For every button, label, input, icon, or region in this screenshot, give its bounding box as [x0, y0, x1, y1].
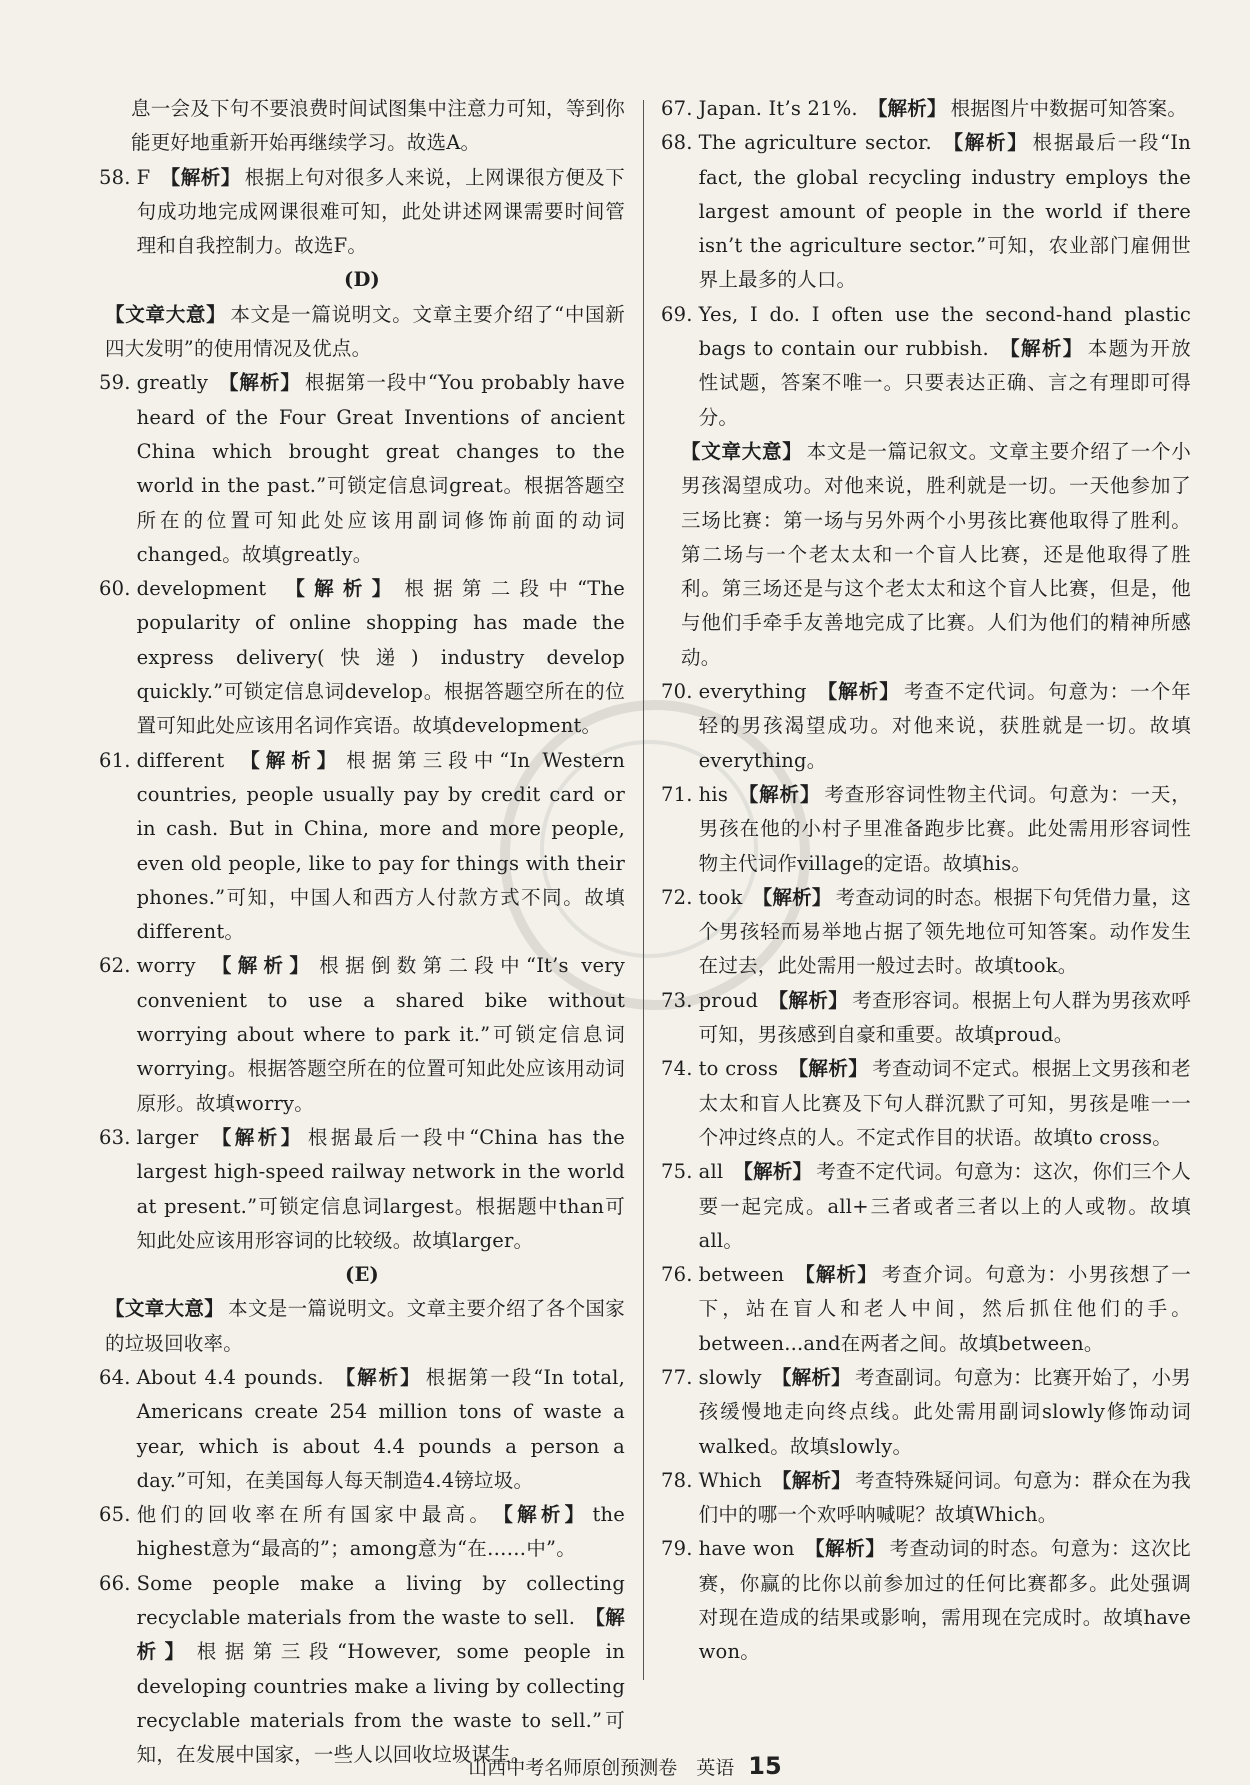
analysis-text: 考查形容词。根据上句人群为男孩欢呼可知，男孩感到自豪和重要。故填proud。 [698, 988, 1191, 1047]
answer-text: Which [698, 1468, 762, 1492]
analysis-text: 根据第三段“However, some people in developing countries make a living by collecting recyclable materials from the waste to sell.”可知，在发展中国家，一些人以回收垃圾谋生。 [136, 1640, 625, 1767]
answer-text: About 4.4 pounds. [136, 1365, 324, 1389]
answer-text: have won [698, 1537, 795, 1561]
analysis-text: 考查动词不定式。根据上文男孩和老太太和盲人比赛及下句人群沉默了可知，男孩是唯一一个冲过终点的人。不定式作目的状语。故填to cross。 [698, 1057, 1191, 1149]
answer-text: Yes, I do. I often use the second-hand plastic bags to contain our rubbish. [698, 302, 1191, 361]
question-number: 60. [99, 577, 131, 601]
answer-text: worry [136, 954, 196, 978]
question-number: 68. [661, 131, 693, 155]
question-number: 63. [99, 1125, 131, 1149]
analysis-text: 考查特殊疑问词。句意为：群众在为我们中的哪一个欢呼呐喊呢？故填Which。 [698, 1468, 1191, 1527]
analysis-text: 本题为开放性试题，答案不唯一。只要表达正确、言之有理即可得分。 [698, 337, 1191, 429]
footer-title: 山西中考名师原创预测卷 英语 [468, 1757, 735, 1779]
analysis-text: 根据倒数第二段中“It’s very convenient to use a shared bike without worrying about where to park it.”可锁定信息词worrying。根据答题空所在的位置可知此处应该用动词原形。故填worry。 [136, 954, 625, 1115]
analysis-text: 考查形容词性物主代词。句意为：一天，男孩在他的小村子里准备跑步比赛。此处需用形容词性物主代词作village的定语。故填his。 [698, 782, 1191, 875]
analysis-tag: 【解析】 [771, 1468, 852, 1492]
analysis-text: 根据上句对很多人来说，上网课很方便及下句成功地完成网课很难可知，此处讲述网课需要时间管理和自我控制力。故选F。 [136, 165, 625, 258]
answer-item-69 [661, 298, 1191, 435]
question-number: 76. [661, 1263, 693, 1287]
article-summary-d [99, 298, 625, 367]
analysis-text: 根据第二段中“The popularity of online shopping has made the express delivery(快递) industry develop quickly.”可锁定信息词develop。根据答题空所在的位置可知此处应该用名词作宾语。故填development。 [136, 577, 625, 738]
answer-text: F [136, 165, 151, 189]
analysis-text: 根据最后一段“In fact, the global recycling industry employs the largest amount of people in the world if there isn’t the agriculture sector.”可知，农业部门雇佣世界上最多的人口。 [698, 131, 1191, 292]
summary-tag: 【文章大意】 [105, 302, 227, 326]
section-heading-d: (D) [344, 268, 380, 292]
answer-text: took [698, 885, 743, 909]
analysis-tag: 【解析】 [752, 885, 832, 909]
analysis-text: the highest意为“最高的”；among意为“在……中”。 [136, 1503, 625, 1561]
analysis-text: 考查不定代词。句意为：一个年轻的男孩渴望成功。对他来说，获胜就是一切。故填everything。 [698, 680, 1191, 772]
answer-text: Some people make a living by collecting recyclable materials from the waste to sell. [136, 1571, 625, 1630]
analysis-tag: 【解析】 [503, 1503, 589, 1527]
answer-item-79 [661, 1532, 1191, 1669]
right-column [661, 92, 1191, 1670]
answer-text: 他们的回收率在所有国家中最高。 [136, 1503, 494, 1527]
analysis-tag: 【解析】 [771, 1365, 851, 1389]
summary-text: 本文是一篇说明文。文章主要介绍了各个国家的垃圾回收率。 [105, 1297, 625, 1355]
section-heading-e: (E) [345, 1263, 379, 1287]
question-number: 66. [99, 1571, 131, 1595]
analysis-tag: 【解析】 [733, 1160, 813, 1184]
question-number: 79. [661, 1537, 693, 1561]
question-number: 58. [99, 165, 131, 189]
analysis-tag: 【解析】 [867, 97, 947, 120]
left-column [99, 92, 625, 1773]
summary-tag: 【文章大意】 [681, 439, 803, 463]
column-divider [643, 100, 644, 1680]
question-number: 61. [99, 748, 131, 772]
answer-item-78 [661, 1464, 1191, 1533]
answer-item-74 [661, 1052, 1191, 1155]
analysis-text: 根据图片中数据可知答案。 [950, 97, 1188, 120]
summary-text: 本文是一篇记叙文。文章主要介绍了一个小男孩渴望成功。对他来说，胜利就是一切。一天他参加了三场比赛：第一场与另外两个小男孩比赛他取得了胜利。第二场与一个老太太和一个盲人比赛，还是他取得了胜利。第三场还是与这个老太太和这个盲人比赛，但是，他与他们手牵手友善地完成了比赛。人们为他们的精神所感动。 [681, 439, 1191, 669]
answer-item-76 [661, 1258, 1191, 1361]
answer-item-66 [99, 1567, 625, 1773]
answer-item-67 [661, 92, 1191, 126]
answer-item-60 [99, 572, 625, 743]
analysis-text: 考查动词的时态。根据下句凭借力量，这个男孩轻而易举地占据了领先地位可知答案。动作发生在过去，此处需用一般过去时。故填took。 [698, 885, 1191, 978]
continuation-text: 息一会及下句不要浪费时间试图集中注意力可知，等到你能更好地重新开始再继续学习。故选A。 [131, 97, 625, 155]
analysis-text: 考查不定代词。句意为：这次，你们三个人要一起完成。all+三者或者三者以上的人或物。故填all。 [698, 1160, 1191, 1252]
answer-text: development [136, 577, 267, 601]
answer-item-62 [99, 949, 625, 1120]
question-number: 67. [661, 97, 693, 120]
answer-item-71 [661, 778, 1191, 881]
question-number: 73. [661, 988, 693, 1012]
question-number: 77. [661, 1365, 693, 1389]
analysis-tag: 【解析】 [234, 748, 343, 772]
analysis-tag: 【解析】 [218, 371, 301, 395]
answer-item-58 [99, 161, 625, 264]
analysis-tag: 【解析】 [998, 337, 1084, 361]
analysis-tag: 【解析】 [768, 988, 849, 1012]
analysis-tag: 【解析】 [276, 577, 401, 601]
answer-item-64 [99, 1361, 625, 1498]
answer-text: slowly [698, 1365, 762, 1389]
question-number: 62. [99, 954, 131, 978]
page-footer [0, 1752, 1250, 1780]
analysis-tag: 【解析】 [333, 1365, 422, 1389]
answer-text: greatly [136, 371, 209, 395]
answer-item-75 [661, 1155, 1191, 1258]
question-number: 69. [661, 302, 693, 326]
question-number: 71. [661, 782, 693, 806]
answer-item-61 [99, 744, 625, 950]
answer-item-65 [99, 1498, 625, 1567]
page-number: 15 [748, 1752, 782, 1780]
question-number: 64. [99, 1365, 131, 1389]
answer-item-68 [661, 126, 1191, 297]
article-summary-e [99, 1292, 625, 1361]
answer-item-73 [661, 984, 1191, 1053]
answer-text: Japan. It’s 21%. [698, 97, 858, 120]
analysis-tag: 【解析】 [788, 1057, 869, 1081]
question-number: 74. [661, 1057, 693, 1081]
analysis-text: 考查副词。句意为：比赛开始了，小男孩缓慢地走向终点线。此处需用副词slowly修饰动词walked。故填slowly。 [698, 1365, 1191, 1458]
summary-text: 本文是一篇说明文。文章主要介绍了“中国新四大发明”的使用情况及优点。 [105, 302, 625, 361]
analysis-text: 根据第三段中“In Western countries, people usually pay by credit card or in cash. But in China, more and more people, even old people, like to pay for things with their phones.”可知，中国人和西方人付款方式不同。故填different。 [136, 748, 625, 944]
answer-text: proud [698, 988, 759, 1012]
answer-text: his [698, 782, 729, 806]
question-number: 70. [661, 680, 693, 704]
analysis-tag: 【解析】 [804, 1537, 886, 1561]
question-number: 65. [99, 1503, 131, 1527]
analysis-tag: 【解析】 [160, 165, 241, 189]
article-summary [661, 435, 1191, 675]
analysis-tag: 【解析】 [208, 1125, 304, 1149]
answer-item-59 [99, 366, 625, 572]
answer-text: The agriculture sector. [698, 131, 932, 155]
answer-text: between [698, 1263, 785, 1287]
question-number: 59. [99, 371, 131, 395]
analysis-tag: 【解析】 [941, 131, 1029, 155]
answer-item-77 [661, 1361, 1191, 1464]
answer-text: all [698, 1160, 724, 1184]
analysis-tag: 【解析】 [205, 954, 316, 978]
answer-text: larger [136, 1125, 199, 1149]
answer-item-72 [661, 881, 1191, 984]
analysis-tag: 【解析】 [136, 1606, 625, 1664]
analysis-text: 考查介词。句意为：小男孩想了一下，站在盲人和老人中间，然后抓住他们的手。between...and在两者之间。故填between。 [698, 1263, 1191, 1355]
answer-text: to cross [698, 1057, 779, 1081]
analysis-tag: 【解析】 [794, 1263, 878, 1287]
analysis-text: 根据第一段“In total, Americans create 254 million tons of waste a year, which is about 4.4 pounds a person a day.”可知，在美国每人每天制造4.4镑垃圾。 [136, 1365, 625, 1492]
answer-item-70 [661, 675, 1191, 778]
analysis-text: 根据最后一段中“China has the largest high-speed railway network in the world at present.”可锁定信息词largest。根据题中than可知此处应该用形容词的比较级。故填larger。 [136, 1125, 625, 1252]
answer-item-63 [99, 1121, 625, 1258]
answer-text: different [136, 748, 225, 772]
summary-tag: 【文章大意】 [105, 1297, 225, 1321]
analysis-text: 考查动词的时态。句意为：这次比赛，你赢的比你以前参加过的任何比赛都多。此处强调对现在造成的结果或影响，需用现在完成时。故填have won。 [698, 1537, 1191, 1664]
answer-text: everything [698, 680, 807, 704]
analysis-tag: 【解析】 [738, 782, 821, 806]
question-number: 75. [661, 1160, 693, 1184]
analysis-text: 根据第一段中“You probably have heard of the Four Great Inventions of ancient China which brought great changes to the world in the past.”可锁定信息词great。根据答题空所在的位置可知此处应该用副词修饰前面的动词changed。故填greatly。 [136, 371, 625, 566]
question-number: 78. [661, 1468, 693, 1492]
question-number: 72. [661, 885, 693, 909]
analysis-tag: 【解析】 [816, 680, 900, 704]
